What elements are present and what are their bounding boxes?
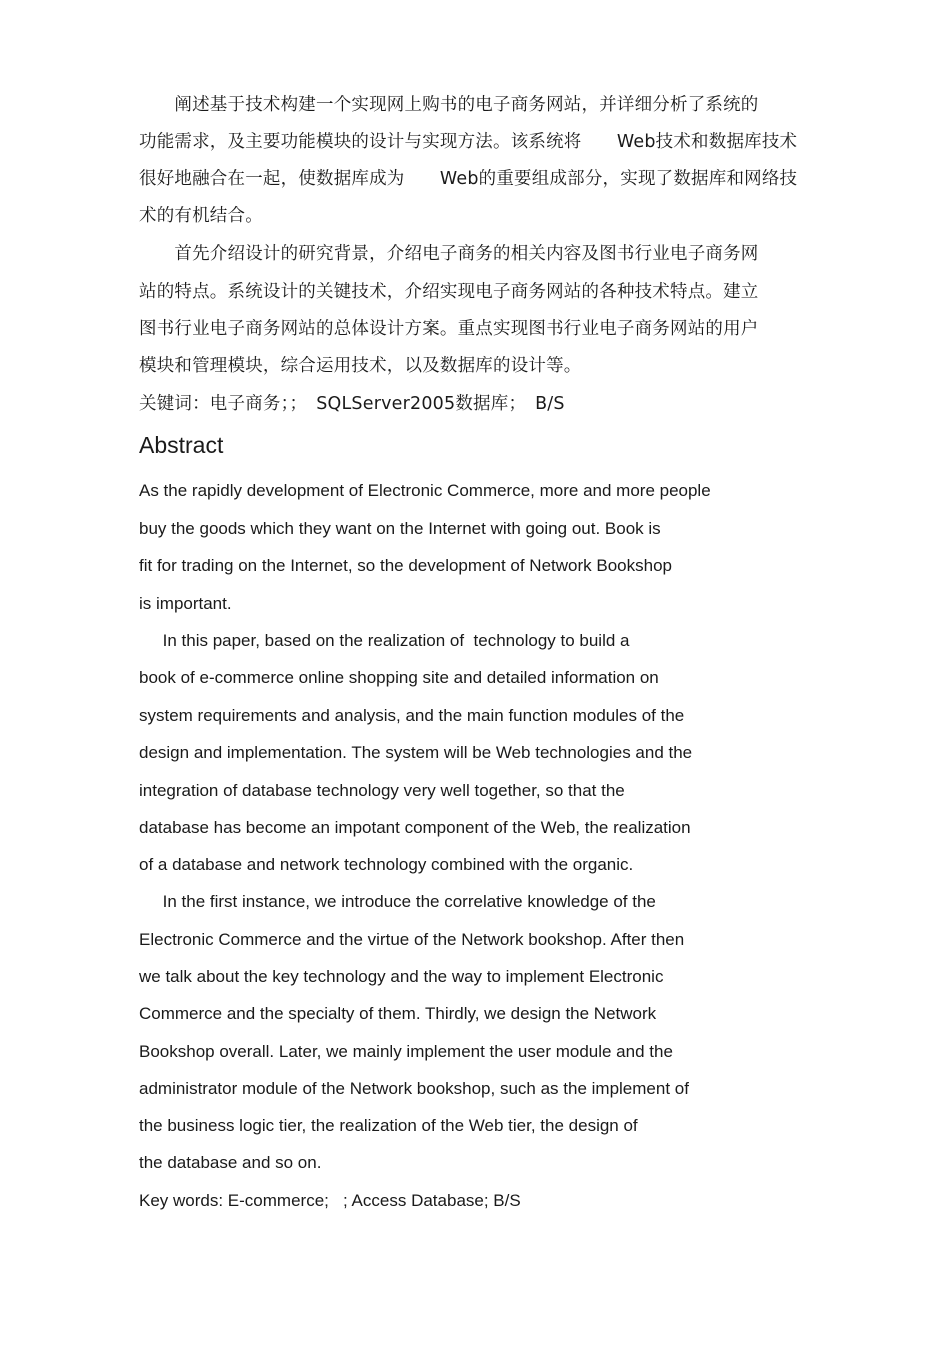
text-line: 很好地融合在一起，使数据库成为 Web的重要组成部分，实现了数据库和网络技 (139, 169, 798, 189)
text-line: fit for trading on the Internet, so the development of Network Bookshop (139, 556, 672, 575)
text-line: Bookshop overall. Later, we mainly implement the user module and the (139, 1042, 673, 1061)
text-line: 术的有机结合。 (139, 206, 263, 226)
abstract-heading: Abstract (139, 432, 224, 458)
text-line: 首先介绍设计的研究背景，介绍电子商务的相关内容及图书行业电子商务网 (139, 244, 759, 264)
text-line: administrator module of the Network bookshop, such as the implement of (139, 1079, 689, 1098)
text-line: is important. (139, 594, 232, 613)
english-keywords: Key words: E-commerce; ; Access Database; B/S (139, 1191, 521, 1210)
text-line: 图书行业电子商务网站的总体设计方案。重点实现图书行业电子商务网站的用户 (139, 319, 759, 339)
text-line: 模块和管理模块，综合运用技术，以及数据库的设计等。 (139, 356, 582, 376)
text-line: design and implementation. The system will be Web technologies and the (139, 743, 693, 762)
text-line: book of e-commerce online shopping site and detailed information on (139, 668, 659, 687)
text-line: As the rapidly development of Electronic Commerce, more and more people (139, 481, 711, 500)
text-line: system requirements and analysis, and the main function modules of the (139, 706, 685, 725)
text-line: 站的特点。系统设计的关键技术，介绍实现电子商务网站的各种技术特点。建立 (139, 282, 759, 302)
text-line: database has become an impotant component of the Web, the realization (139, 818, 691, 837)
text-line: we talk about the key technology and the way to implement Electronic (139, 967, 664, 986)
text-line: integration of database technology very well together, so that the (139, 781, 625, 800)
chinese-keywords: 关键词：电子商务；； SQLServer2005数据库； B/S (139, 394, 565, 414)
text-line: 功能需求，及主要功能模块的设计与实现方法。该系统将 Web技术和数据库技术 (139, 132, 798, 152)
text-line: 阐述基于技术构建一个实现网上购书的电子商务网站，并详细分析了系统的 (139, 95, 759, 115)
text-line: In the first instance, we introduce the correlative knowledge of the (139, 892, 656, 911)
text-line: Commerce and the specialty of them. Thirdly, we design the Network (139, 1004, 657, 1023)
text-line: the database and so on. (139, 1153, 322, 1172)
text-line: of a database and network technology combined with the organic. (139, 855, 634, 874)
text-line: the business logic tier, the realization of the Web tier, the design of (139, 1116, 638, 1135)
text-line: buy the goods which they want on the Internet with going out. Book is (139, 519, 661, 538)
text-line: Electronic Commerce and the virtue of the Network bookshop. After then (139, 930, 685, 949)
text-line: In this paper, based on the realization of technology to build a (139, 631, 630, 650)
